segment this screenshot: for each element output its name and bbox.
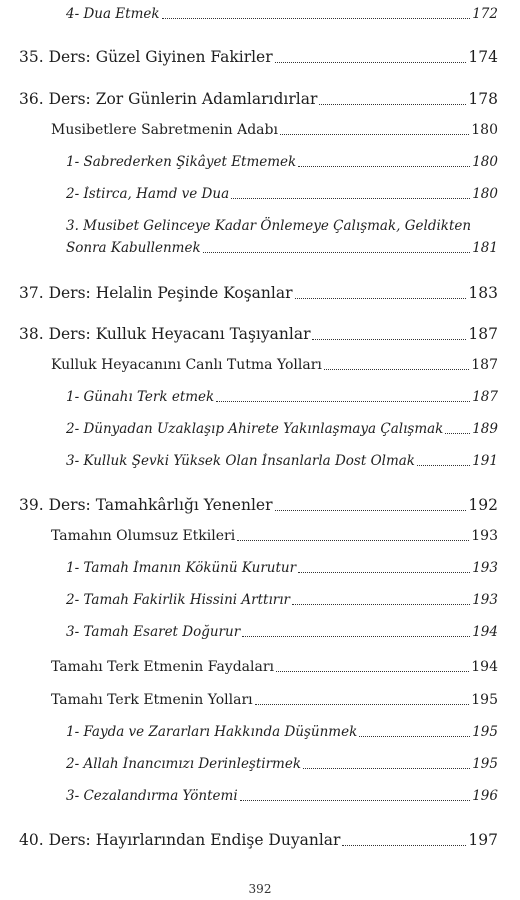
dot-leader (292, 592, 470, 605)
toc-entry-page: 193 (472, 560, 498, 576)
toc-entry-title: 1- Fayda ve Zararları Hakkında Düşünmek (66, 724, 358, 740)
toc-entry-title: Tamahı Terk Etmenin Yolları (51, 692, 253, 708)
toc-entry-page: 187 (468, 325, 498, 343)
dot-leader (162, 6, 471, 19)
toc-entry (66, 186, 498, 202)
toc-entry-page: 174 (468, 48, 498, 66)
dot-leader (216, 389, 470, 402)
toc-entry-page: 180 (471, 122, 498, 138)
dot-leader (275, 496, 467, 511)
dot-leader (324, 357, 469, 370)
toc-entry-title: 39. Ders: Tamahkârlığı Yenenler (19, 496, 273, 514)
toc-entry-page: 192 (468, 496, 498, 514)
dot-leader (298, 560, 470, 573)
toc-entry-page: 195 (472, 724, 498, 740)
toc-entry (19, 284, 498, 302)
toc-entry (66, 6, 498, 22)
dot-leader (275, 48, 467, 63)
toc-entry-page: 194 (472, 624, 498, 640)
toc-entry-title: 36. Ders: Zor Günlerin Adamlarıdırlar (19, 90, 318, 108)
toc-entry-page: 191 (472, 453, 498, 469)
toc-entry-page: 180 (472, 186, 498, 202)
toc-entry (19, 831, 498, 849)
dot-leader (231, 186, 470, 199)
toc-entry-title: Tamahı Terk Etmenin Faydaları (51, 659, 275, 675)
toc-entry (66, 788, 498, 804)
toc-entry-title: 1- Günahı Terk etmek (66, 389, 215, 405)
toc-entry-page: 178 (468, 90, 498, 108)
dot-leader (203, 240, 471, 253)
toc-entry-title: 38. Ders: Kulluk Heyacanı Taşıyanlar (19, 325, 311, 343)
toc-entry-title: Tamahın Olumsuz Etkileri (51, 528, 236, 544)
toc-entry-page: 187 (472, 389, 498, 405)
toc-entry (66, 724, 498, 740)
toc-entry-title: 3- Cezalandırma Yöntemi (66, 788, 238, 804)
toc-entry-title: Musibetlere Sabretmenin Adabı (51, 122, 278, 138)
dot-leader (240, 788, 471, 801)
toc-entry-title: 1- Tamah İmanın Kökünü Kurutur (66, 560, 297, 576)
dot-leader (445, 421, 470, 434)
toc-entry (51, 659, 498, 675)
dot-leader (303, 756, 470, 769)
toc-entry (66, 421, 498, 437)
toc-entry-title: 2- İstirca, Hamd ve Dua (66, 186, 230, 202)
toc-entry-title: 35. Ders: Güzel Giyinen Fakirler (19, 48, 273, 66)
dot-leader (417, 453, 470, 466)
toc-entry (66, 592, 498, 608)
toc-entry-title: Kulluk Heyacanını Canlı Tutma Yolları (51, 357, 322, 373)
toc-entry (66, 240, 498, 256)
toc-entry (51, 692, 498, 708)
toc-entry (66, 560, 498, 576)
toc-entry (51, 357, 498, 373)
dot-leader (342, 831, 466, 846)
toc-entry (66, 389, 498, 405)
toc-entry-title: 1- Sabrederken Şikâyet Etmemek (66, 154, 297, 170)
toc-entry-page: 172 (472, 6, 498, 22)
toc-entry (66, 453, 498, 469)
toc-entry (19, 90, 498, 108)
dot-leader (359, 724, 470, 737)
toc-entry-page: 196 (472, 788, 498, 804)
dot-leader (298, 154, 470, 167)
toc-entry-title: 40. Ders: Hayırlarından Endişe Duyanlar (19, 831, 341, 849)
toc-entry (51, 528, 498, 544)
dot-leader (242, 624, 470, 637)
toc-entry (19, 496, 498, 514)
toc-entry-page: 187 (471, 357, 498, 373)
dot-leader (280, 122, 469, 135)
toc-entry (66, 756, 498, 772)
toc-entry-page: 193 (471, 528, 498, 544)
toc-entry-page: 180 (472, 154, 498, 170)
toc-entry (51, 122, 498, 138)
toc-entry-title-line2: Sonra Kabullenmek (66, 240, 201, 256)
toc-entry (66, 154, 498, 170)
toc-entry-page: 197 (468, 831, 498, 849)
dot-leader (319, 90, 466, 105)
toc-entry-title: 2- Tamah Fakirlik Hissini Arttırır (66, 592, 291, 608)
toc-entry-page: 195 (472, 756, 498, 772)
toc-entry-page: 181 (472, 240, 498, 256)
toc-entry-title: 3- Kulluk Şevki Yüksek Olan İnsanlarla Dost Olmak (66, 453, 415, 469)
toc-entry-page: 194 (471, 659, 498, 675)
toc-entry (19, 325, 498, 343)
toc-entry-title: 37. Ders: Helalin Peşinde Koşanlar (19, 284, 293, 302)
toc-entry-title: 2- Allah İnancımızı Derinleştirmek (66, 756, 302, 772)
toc-entry-title: 3- Tamah Esaret Doğurur (66, 624, 241, 640)
toc-entry-title: 4- Dua Etmek (66, 6, 160, 22)
dot-leader (312, 325, 466, 340)
toc-entry-page: 183 (468, 284, 498, 302)
toc-entry-page: 189 (472, 421, 498, 437)
toc-entry (66, 624, 498, 640)
page-number: 392 (248, 882, 272, 896)
toc-entry-title: 2- Dünyadan Uzaklaşıp Ahirete Yakınlaşmaya Çalışmak (66, 421, 444, 437)
toc-entry-title-line1: 3. Musibet Gelinceye Kadar Önlemeye Çalışmak, Geldikten (66, 218, 472, 234)
dot-leader (255, 692, 470, 705)
dot-leader (295, 284, 467, 299)
dot-leader (276, 659, 469, 672)
dot-leader (237, 528, 469, 541)
toc-entry-page: 195 (471, 692, 498, 708)
toc-entry (19, 48, 498, 66)
toc-entry-page: 193 (472, 592, 498, 608)
